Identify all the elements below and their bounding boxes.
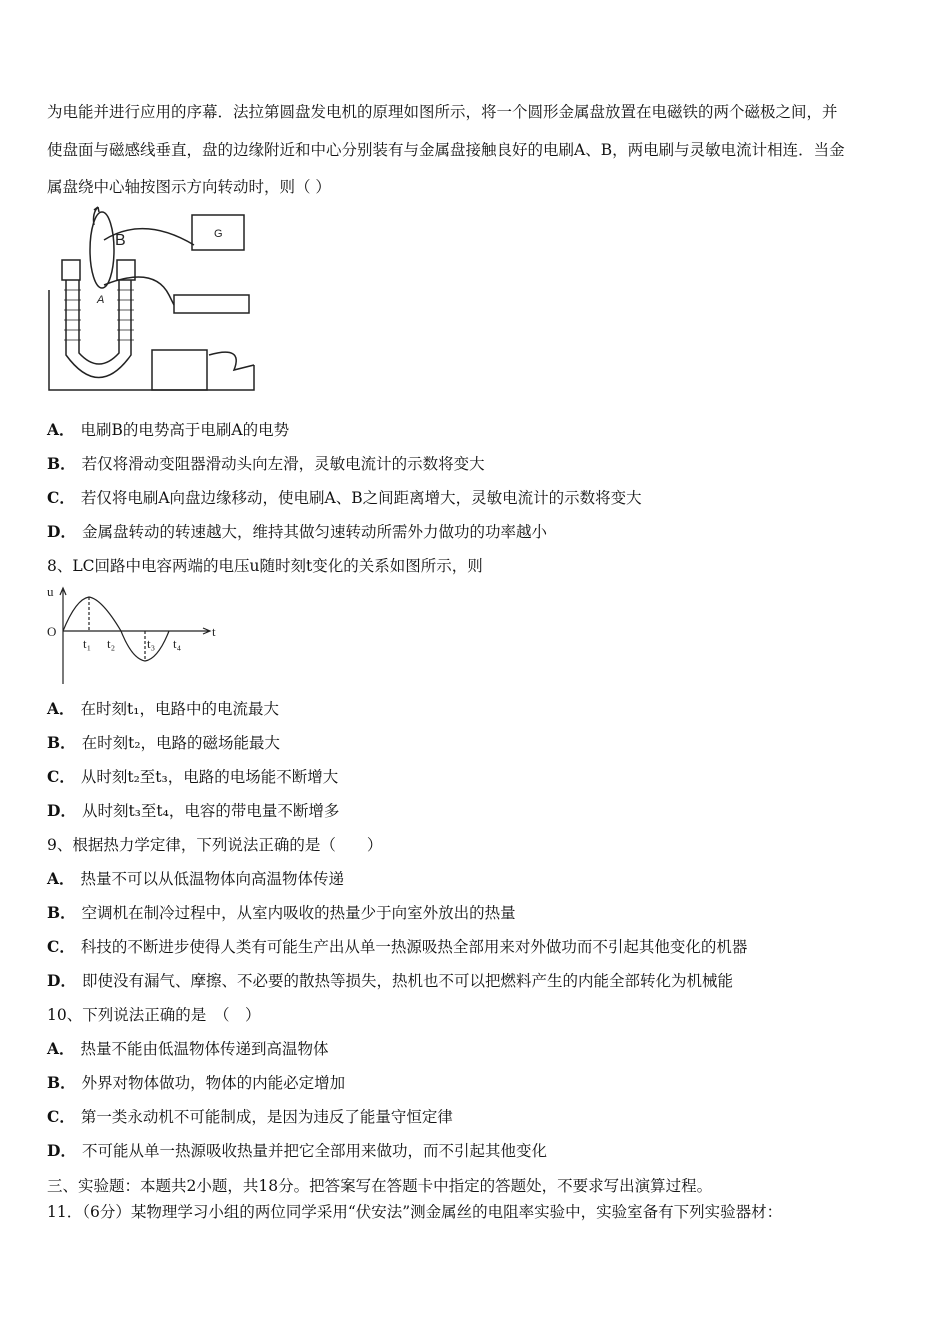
voltage-time-graph: [44, 584, 224, 684]
q7-line-3: 属盘绕中心轴按图示方向转动时，则（ ）: [47, 178, 331, 196]
axis-u: u: [47, 584, 54, 599]
tick-t1: t₁: [83, 636, 92, 651]
q7-option-b: B． 若仅将滑动变阻器滑动头向左滑，灵敏电流计的示数将变大: [47, 454, 485, 473]
origin-o: O: [47, 624, 57, 639]
q8-option-d: D． 从时刻t₃至t₄，电容的带电量不断增多: [47, 801, 340, 820]
q9-option-a: A． 热量不可以从低温物体向高温物体传递: [47, 869, 345, 888]
q9-stem: 9、根据热力学定律，下列说法正确的是（ ）: [47, 836, 383, 854]
tick-t4: t₄: [173, 636, 182, 651]
q10-option-c: C． 第一类永动机不可能制成，是因为违反了能量守恒定律: [47, 1107, 453, 1126]
section-3-heading: 三、实验题：本题共2小题，共18分。把答案写在答题卡中指定的答题处，不要求写出演算过程。: [47, 1177, 713, 1195]
q8-stem: 8、LC回路中电容两端的电压u随时刻t变化的关系如图所示，则: [47, 557, 483, 575]
label-a: A: [97, 294, 105, 306]
q10-option-d: D． 不可能从单一热源吸收热量并把它全部用来做功，而不引起其他变化: [47, 1141, 547, 1160]
q7-option-a: A． 电刷B的电势高于电刷A的电势: [47, 420, 290, 439]
tick-t3: t₃: [147, 636, 156, 651]
faraday-disk-figure: [44, 205, 264, 395]
axis-t: t: [212, 624, 216, 639]
q8-option-b: B． 在时刻t₂，电路的磁场能最大: [47, 733, 281, 752]
q9-option-d: D． 即使没有漏气、摩擦、不必要的散热等损失，热机也不可以把燃料产生的内能全部转化为机械能: [47, 971, 733, 990]
q11-stem: 11．（6分）某物理学习小组的两位同学采用“伏安法”测金属丝的电阻率实验中，实验室备有下列实验器材：: [47, 1203, 783, 1221]
q10-stem: 10、下列说法正确的是 （ ）: [47, 1006, 261, 1024]
q7-option-d: D． 金属盘转动的转速越大，维持其做匀速转动所需外力做功的功率越小: [47, 522, 547, 541]
q8-option-c: C． 从时刻t₂至t₃，电路的电场能不断增大: [47, 767, 339, 786]
q9-option-c: C． 科技的不断进步使得人类有可能生产出从单一热源吸热全部用来对外做功而不引起其他变化的机器: [47, 937, 748, 956]
q7-line-2: 使盘面与磁感线垂直，盘的边缘附近和中心分别装有与金属盘接触良好的电刷A、B，两电刷与灵敏电流计相连．当金: [47, 141, 845, 159]
label-b: B: [115, 232, 126, 249]
q7-line-1: 为电能并进行应用的序幕．法拉第圆盘发电机的原理如图所示，将一个圆形金属盘放置在电磁铁的两个磁极之间，并: [47, 103, 838, 121]
q10-option-b: B． 外界对物体做功，物体的内能必定增加: [47, 1073, 346, 1092]
q10-option-a: A． 热量不能由低温物体传递到高温物体: [47, 1039, 329, 1058]
q9-option-b: B． 空调机在制冷过程中，从室内吸收的热量少于向室外放出的热量: [47, 903, 516, 922]
label-g: G: [214, 228, 223, 240]
tick-t2: t₂: [107, 636, 116, 651]
q7-option-c: C． 若仅将电刷A向盘边缘移动，使电刷A、B之间距离增大，灵敏电流计的示数将变大: [47, 488, 642, 507]
q8-option-a: A． 在时刻t₁，电路中的电流最大: [47, 699, 279, 718]
